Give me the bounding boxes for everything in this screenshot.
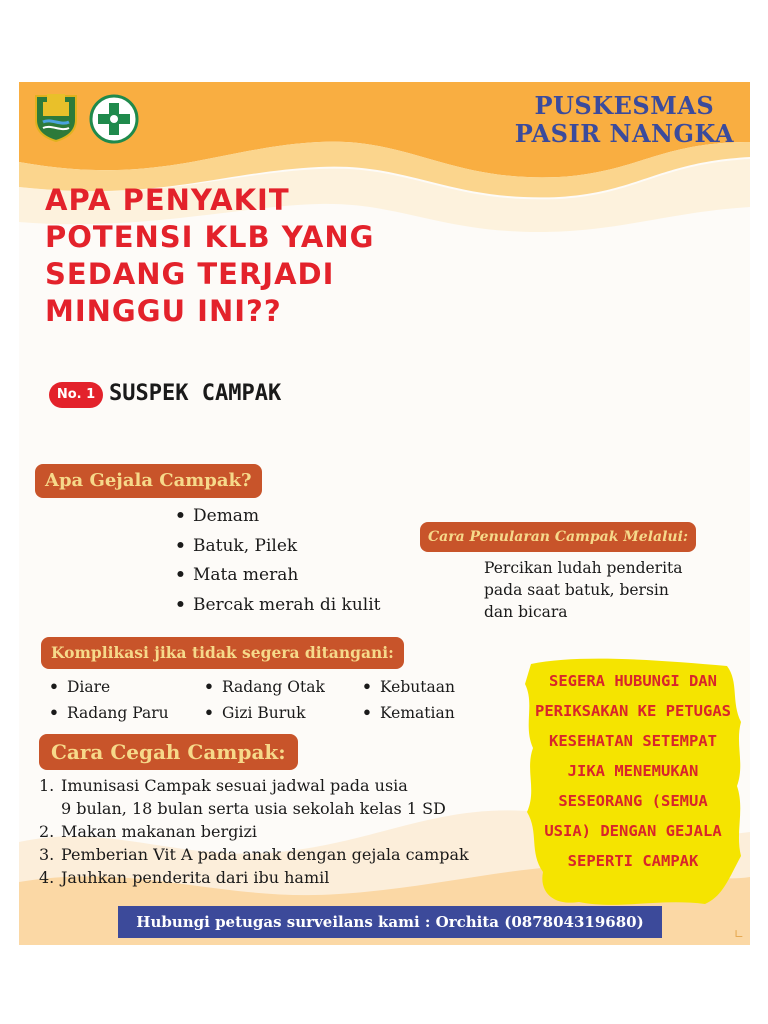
list-item: • Diare (49, 674, 169, 700)
list-item: • Radang Paru (49, 700, 169, 726)
list-number: 3. (39, 845, 55, 864)
advice-line: SEPERTI CAMPAK (567, 852, 699, 870)
list-text: Makan makanan bergizi (61, 822, 257, 841)
list-item: • Kematian (362, 700, 455, 726)
komplikasi-column (49, 674, 169, 726)
list-item (39, 820, 469, 843)
list-number: 2. (39, 822, 55, 841)
advice-line: JIKA MENEMUKAN (567, 762, 699, 780)
list-number: 1. (39, 776, 55, 795)
advice-line: SEGERA HUBUNGI DAN (549, 672, 717, 690)
advice-text (519, 666, 747, 876)
rank-badge: No. 1 (49, 382, 103, 408)
list-item: • Kebutaan (362, 674, 455, 700)
clinic-name-line2: PASIR NANGKA (514, 119, 734, 148)
contact-bar: Hubungi petugas surveilans kami : Orchita (087804319680) (118, 906, 662, 938)
list-item (39, 843, 469, 866)
clinic-name-line1: PUSKESMAS (534, 91, 715, 120)
regional-emblem-icon (33, 90, 79, 142)
cegah-list (39, 774, 469, 889)
komplikasi-heading: Komplikasi jika tidak segera ditangani: (41, 637, 404, 669)
list-item (39, 774, 469, 820)
list-text: Imunisasi Campak sesuai jadwal pada usia (61, 776, 408, 795)
list-item: • Batuk, Pilek (175, 532, 381, 562)
komplikasi-column (204, 674, 325, 726)
list-number: 4. (39, 868, 55, 887)
list-item: • Mata merah (175, 561, 381, 591)
headline-line: SEDANG TERJADI (45, 257, 335, 291)
headline-line: MINGGU INI?? (45, 294, 282, 328)
penularan-line: dan bicara (484, 603, 568, 621)
poster (19, 82, 750, 945)
cegah-heading: Cara Cegah Campak: (39, 734, 298, 770)
gejala-heading: Apa Gejala Campak? (35, 464, 262, 498)
penularan-text (484, 557, 724, 623)
list-item (39, 866, 469, 889)
advice-line: KESEHATAN SETEMPAT (549, 732, 717, 750)
puskesmas-cross-icon (89, 94, 139, 144)
advice-line: USIA) DENGAN GEJALA (544, 822, 722, 840)
headline-line: APA PENYAKIT (45, 183, 290, 217)
advice-line: PERIKSAKAN KE PETUGAS (535, 702, 731, 720)
penularan-line: Percikan ludah penderita (484, 559, 683, 577)
list-text: 9 bulan, 18 bulan serta usia sekolah kelas 1 SD (61, 799, 446, 818)
headline-line: POTENSI KLB YANG (45, 220, 375, 254)
list-item: • Gizi Buruk (204, 700, 325, 726)
advice-line: SESEORANG (SEMUA (558, 792, 708, 810)
list-text: Pemberian Vit A pada anak dengan gejala campak (61, 845, 469, 864)
gejala-list (175, 502, 381, 620)
clinic-name (515, 92, 734, 148)
disease-title: SUSPEK CAMPAK (109, 381, 282, 406)
list-text: Jauhkan penderita dari ibu hamil (61, 868, 330, 887)
list-item: • Radang Otak (204, 674, 325, 700)
penularan-heading: Cara Penularan Campak Melalui: (420, 522, 696, 552)
corner-mark-icon: ∟ (734, 927, 745, 941)
komplikasi-column (362, 674, 455, 726)
list-item: • Demam (175, 502, 381, 532)
list-item: • Bercak merah di kulit (175, 591, 381, 621)
penularan-line: pada saat batuk, bersin (484, 581, 669, 599)
headline (45, 182, 374, 330)
